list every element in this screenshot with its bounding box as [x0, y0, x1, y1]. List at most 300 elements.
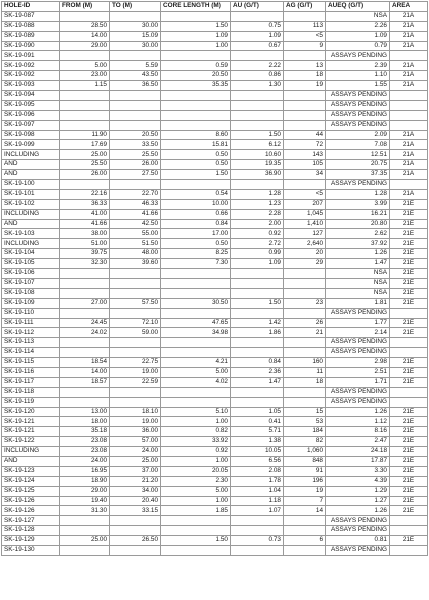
- cell-core-length: 0.50: [161, 150, 231, 160]
- cell-area: [390, 526, 428, 536]
- cell-from: [60, 120, 110, 130]
- cell-aueq: 7.08: [326, 140, 390, 150]
- cell-from: [60, 51, 110, 61]
- cell-to: 20.40: [110, 496, 161, 506]
- cell-from: 14.00: [60, 31, 110, 41]
- table-row: [2, 61, 428, 71]
- cell-ag: [284, 100, 326, 110]
- cell-aueq: 2.26: [326, 21, 390, 31]
- cell-ag: 848: [284, 456, 326, 466]
- cell-area: 21E: [390, 427, 428, 437]
- cell-au: [231, 516, 284, 526]
- cell-ag: 7: [284, 496, 326, 506]
- cell-to: 22.59: [110, 377, 161, 387]
- cell-aueq: 1.77: [326, 318, 390, 328]
- cell-from: 18.54: [60, 358, 110, 368]
- cell-au: 1.28: [231, 189, 284, 199]
- cell-area: 21A: [390, 21, 428, 31]
- cell-ag: [284, 545, 326, 555]
- cell-area: 21E: [390, 447, 428, 457]
- cell-hole-id: SK-19-110: [2, 308, 60, 318]
- cell-from: [60, 348, 110, 358]
- cell-core-length: 0.50: [161, 160, 231, 170]
- cell-aueq: ASSAYS PENDING: [326, 91, 390, 101]
- cell-from: 13.00: [60, 407, 110, 417]
- header-to: TO (M): [110, 2, 161, 12]
- cell-from: [60, 100, 110, 110]
- cell-aueq: ASSAYS PENDING: [326, 100, 390, 110]
- cell-aueq: ASSAYS PENDING: [326, 526, 390, 536]
- cell-to: 41.66: [110, 209, 161, 219]
- cell-ag: <5: [284, 31, 326, 41]
- cell-hole-id: SK-19-121: [2, 417, 60, 427]
- cell-core-length: 8.60: [161, 130, 231, 140]
- cell-area: [390, 397, 428, 407]
- cell-core-length: 0.82: [161, 427, 231, 437]
- cell-au: 2.00: [231, 219, 284, 229]
- cell-hole-id: SK-19-100: [2, 180, 60, 190]
- cell-from: 38.00: [60, 229, 110, 239]
- table-row: [2, 229, 428, 239]
- cell-to: [110, 526, 161, 536]
- cell-ag: 2,640: [284, 239, 326, 249]
- cell-to: 5.59: [110, 61, 161, 71]
- cell-hole-id: SK-19-095: [2, 100, 60, 110]
- table-row: [2, 199, 428, 209]
- cell-au: 0.99: [231, 249, 284, 259]
- cell-hole-id: SK-19-126: [2, 496, 60, 506]
- cell-to: 42.50: [110, 219, 161, 229]
- cell-hole-id: SK-19-115: [2, 358, 60, 368]
- cell-from: 27.00: [60, 298, 110, 308]
- cell-from: 51.00: [60, 239, 110, 249]
- cell-to: 22.70: [110, 189, 161, 199]
- cell-hole-id: SK-19-124: [2, 476, 60, 486]
- cell-hole-id: SK-19-114: [2, 348, 60, 358]
- cell-core-length: 1.50: [161, 21, 231, 31]
- cell-area: [390, 348, 428, 358]
- cell-area: 21E: [390, 229, 428, 239]
- cell-from: [60, 288, 110, 298]
- header-aueq: AUEQ (G/T): [326, 2, 390, 12]
- cell-au: 1.50: [231, 298, 284, 308]
- cell-from: 18.00: [60, 417, 110, 427]
- cell-core-length: [161, 516, 231, 526]
- cell-aueq: 2.47: [326, 437, 390, 447]
- table-row: [2, 456, 428, 466]
- cell-core-length: 35.35: [161, 81, 231, 91]
- cell-au: [231, 269, 284, 279]
- cell-ag: [284, 397, 326, 407]
- cell-from: 29.00: [60, 41, 110, 51]
- cell-hole-id: SK-19-103: [2, 229, 60, 239]
- cell-aueq: 2.51: [326, 367, 390, 377]
- cell-from: 29.00: [60, 486, 110, 496]
- cell-au: 0.75: [231, 21, 284, 31]
- cell-to: 36.00: [110, 427, 161, 437]
- cell-to: [110, 120, 161, 130]
- cell-aueq: ASSAYS PENDING: [326, 516, 390, 526]
- cell-to: [110, 278, 161, 288]
- table-row: [2, 377, 428, 387]
- cell-to: 33.15: [110, 506, 161, 516]
- cell-hole-id: SK-19-118: [2, 387, 60, 397]
- table-row: [2, 269, 428, 279]
- cell-ag: 105: [284, 160, 326, 170]
- cell-ag: [284, 516, 326, 526]
- cell-ag: 207: [284, 199, 326, 209]
- cell-core-length: [161, 288, 231, 298]
- cell-au: 1.23: [231, 199, 284, 209]
- cell-area: 21E: [390, 318, 428, 328]
- cell-aueq: 8.16: [326, 427, 390, 437]
- cell-core-length: [161, 338, 231, 348]
- cell-aueq: 2.39: [326, 61, 390, 71]
- table-row: [2, 41, 428, 51]
- cell-core-length: 17.00: [161, 229, 231, 239]
- cell-to: [110, 516, 161, 526]
- cell-from: [60, 545, 110, 555]
- cell-au: 1.38: [231, 437, 284, 447]
- cell-au: [231, 180, 284, 190]
- cell-ag: [284, 308, 326, 318]
- cell-core-length: 0.66: [161, 209, 231, 219]
- cell-to: [110, 269, 161, 279]
- cell-au: 6.12: [231, 140, 284, 150]
- cell-area: [390, 100, 428, 110]
- cell-from: [60, 180, 110, 190]
- cell-to: 43.50: [110, 71, 161, 81]
- cell-aueq: NSA: [326, 288, 390, 298]
- cell-area: 21E: [390, 239, 428, 249]
- cell-aueq: 1.28: [326, 189, 390, 199]
- cell-au: 0.41: [231, 417, 284, 427]
- cell-from: 18.57: [60, 377, 110, 387]
- cell-ag: [284, 51, 326, 61]
- cell-ag: [284, 110, 326, 120]
- cell-au: 1.18: [231, 496, 284, 506]
- header-core-length: CORE LENGTH (M): [161, 2, 231, 12]
- cell-ag: 18: [284, 71, 326, 81]
- cell-aueq: 1.71: [326, 377, 390, 387]
- table-row: [2, 180, 428, 190]
- cell-from: 11.90: [60, 130, 110, 140]
- table-row: [2, 397, 428, 407]
- cell-ag: 53: [284, 417, 326, 427]
- cell-from: 41.00: [60, 209, 110, 219]
- cell-hole-id: INCLUDING: [2, 209, 60, 219]
- cell-area: 21E: [390, 358, 428, 368]
- cell-from: [60, 526, 110, 536]
- cell-hole-id: INCLUDING: [2, 239, 60, 249]
- cell-from: 22.16: [60, 189, 110, 199]
- table-row: [2, 358, 428, 368]
- cell-hole-id: SK-19-098: [2, 130, 60, 140]
- table-row: [2, 239, 428, 249]
- cell-core-length: [161, 110, 231, 120]
- cell-aueq: 1.29: [326, 486, 390, 496]
- table-row: [2, 437, 428, 447]
- cell-hole-id: SK-19-108: [2, 288, 60, 298]
- cell-au: [231, 387, 284, 397]
- cell-from: 24.02: [60, 328, 110, 338]
- cell-area: 21E: [390, 456, 428, 466]
- cell-ag: 6: [284, 536, 326, 546]
- cell-from: [60, 308, 110, 318]
- cell-core-length: 4.02: [161, 377, 231, 387]
- cell-from: [60, 11, 110, 21]
- table-row: [2, 348, 428, 358]
- cell-core-length: 47.65: [161, 318, 231, 328]
- cell-core-length: [161, 387, 231, 397]
- cell-from: 17.69: [60, 140, 110, 150]
- cell-ag: 143: [284, 150, 326, 160]
- cell-au: 1.86: [231, 328, 284, 338]
- cell-au: 2.08: [231, 466, 284, 476]
- table-row: [2, 476, 428, 486]
- cell-from: 23.08: [60, 447, 110, 457]
- table-row: [2, 298, 428, 308]
- cell-to: 26.50: [110, 536, 161, 546]
- cell-core-length: [161, 269, 231, 279]
- cell-to: [110, 348, 161, 358]
- cell-aueq: 2.09: [326, 130, 390, 140]
- cell-aueq: 2.98: [326, 358, 390, 368]
- cell-core-length: 30.50: [161, 298, 231, 308]
- cell-from: [60, 278, 110, 288]
- cell-core-length: 20.05: [161, 466, 231, 476]
- cell-area: 21E: [390, 407, 428, 417]
- cell-hole-id: SK-19-112: [2, 328, 60, 338]
- cell-au: [231, 526, 284, 536]
- cell-from: [60, 516, 110, 526]
- cell-core-length: 1.85: [161, 506, 231, 516]
- cell-au: 1.47: [231, 377, 284, 387]
- table-row: [2, 81, 428, 91]
- cell-core-length: [161, 545, 231, 555]
- cell-ag: 11: [284, 367, 326, 377]
- cell-aueq: 1.09: [326, 31, 390, 41]
- cell-to: 72.10: [110, 318, 161, 328]
- cell-from: 5.00: [60, 61, 110, 71]
- cell-au: [231, 11, 284, 21]
- cell-au: [231, 308, 284, 318]
- cell-aueq: ASSAYS PENDING: [326, 308, 390, 318]
- cell-ag: 196: [284, 476, 326, 486]
- cell-from: 14.00: [60, 367, 110, 377]
- header-ag: AG (G/T): [284, 2, 326, 12]
- cell-aueq: 1.47: [326, 259, 390, 269]
- cell-from: 35.18: [60, 427, 110, 437]
- cell-area: [390, 120, 428, 130]
- cell-from: [60, 110, 110, 120]
- cell-hole-id: SK-19-128: [2, 526, 60, 536]
- table-row: [2, 536, 428, 546]
- cell-au: [231, 397, 284, 407]
- cell-area: 21E: [390, 486, 428, 496]
- cell-area: [390, 387, 428, 397]
- cell-core-length: [161, 51, 231, 61]
- cell-aueq: ASSAYS PENDING: [326, 51, 390, 61]
- cell-aueq: 1.55: [326, 81, 390, 91]
- cell-from: 39.75: [60, 249, 110, 259]
- cell-au: 1.09: [231, 259, 284, 269]
- cell-to: 39.60: [110, 259, 161, 269]
- cell-hole-id: SK-19-096: [2, 110, 60, 120]
- cell-aueq: ASSAYS PENDING: [326, 120, 390, 130]
- cell-aueq: 0.81: [326, 536, 390, 546]
- cell-au: [231, 278, 284, 288]
- cell-from: [60, 91, 110, 101]
- cell-from: 24.00: [60, 456, 110, 466]
- cell-to: 46.33: [110, 199, 161, 209]
- cell-ag: 14: [284, 506, 326, 516]
- cell-core-length: 1.00: [161, 496, 231, 506]
- cell-from: 18.90: [60, 476, 110, 486]
- header-row: [2, 2, 428, 12]
- cell-core-length: 1.09: [161, 31, 231, 41]
- cell-hole-id: SK-19-122: [2, 437, 60, 447]
- cell-core-length: [161, 308, 231, 318]
- header-area: AREA: [390, 2, 428, 12]
- cell-core-length: 34.98: [161, 328, 231, 338]
- cell-area: 21E: [390, 328, 428, 338]
- table-row: [2, 110, 428, 120]
- cell-hole-id: SK-19-094: [2, 91, 60, 101]
- cell-from: 19.40: [60, 496, 110, 506]
- table-row: [2, 308, 428, 318]
- cell-ag: 34: [284, 170, 326, 180]
- cell-aueq: 1.26: [326, 249, 390, 259]
- cell-ag: 184: [284, 427, 326, 437]
- cell-aueq: 16.21: [326, 209, 390, 219]
- cell-au: 5.71: [231, 427, 284, 437]
- cell-hole-id: SK-19-105: [2, 259, 60, 269]
- cell-to: 33.50: [110, 140, 161, 150]
- cell-to: 21.20: [110, 476, 161, 486]
- cell-area: 21A: [390, 61, 428, 71]
- cell-area: 21E: [390, 417, 428, 427]
- cell-area: 21E: [390, 466, 428, 476]
- cell-ag: 91: [284, 466, 326, 476]
- cell-area: 21A: [390, 71, 428, 81]
- cell-ag: 1,410: [284, 219, 326, 229]
- cell-aueq: 37.92: [326, 239, 390, 249]
- cell-area: 21A: [390, 170, 428, 180]
- cell-hole-id: AND: [2, 219, 60, 229]
- cell-au: 6.56: [231, 456, 284, 466]
- cell-to: [110, 11, 161, 21]
- table-row: [2, 160, 428, 170]
- cell-hole-id: SK-19-120: [2, 407, 60, 417]
- cell-area: 21E: [390, 249, 428, 259]
- cell-to: 25.50: [110, 150, 161, 160]
- cell-hole-id: SK-19-092: [2, 71, 60, 81]
- cell-from: [60, 397, 110, 407]
- cell-aueq: ASSAYS PENDING: [326, 110, 390, 120]
- cell-au: [231, 338, 284, 348]
- cell-area: 21E: [390, 288, 428, 298]
- cell-ag: [284, 180, 326, 190]
- cell-aueq: ASSAYS PENDING: [326, 387, 390, 397]
- cell-to: 15.09: [110, 31, 161, 41]
- cell-core-length: 15.81: [161, 140, 231, 150]
- cell-to: [110, 308, 161, 318]
- cell-core-length: [161, 397, 231, 407]
- cell-au: [231, 348, 284, 358]
- cell-ag: [284, 338, 326, 348]
- cell-area: [390, 338, 428, 348]
- cell-au: 0.92: [231, 229, 284, 239]
- cell-area: 21A: [390, 11, 428, 21]
- cell-to: 51.50: [110, 239, 161, 249]
- cell-aueq: 4.39: [326, 476, 390, 486]
- cell-ag: [284, 269, 326, 279]
- cell-core-length: 5.00: [161, 486, 231, 496]
- cell-ag: [284, 387, 326, 397]
- cell-area: 21E: [390, 219, 428, 229]
- cell-area: 21E: [390, 367, 428, 377]
- cell-to: 55.00: [110, 229, 161, 239]
- header-from: FROM (M): [60, 2, 110, 12]
- cell-core-length: 1.00: [161, 417, 231, 427]
- cell-hole-id: SK-19-117: [2, 377, 60, 387]
- cell-core-length: 1.00: [161, 41, 231, 51]
- cell-core-length: 10.00: [161, 199, 231, 209]
- cell-hole-id: SK-19-093: [2, 81, 60, 91]
- cell-hole-id: SK-19-090: [2, 41, 60, 51]
- cell-au: [231, 288, 284, 298]
- cell-hole-id: AND: [2, 456, 60, 466]
- cell-hole-id: SK-19-104: [2, 249, 60, 259]
- cell-to: 19.00: [110, 367, 161, 377]
- cell-area: 21E: [390, 437, 428, 447]
- cell-area: 21A: [390, 130, 428, 140]
- cell-ag: 19: [284, 486, 326, 496]
- cell-from: [60, 338, 110, 348]
- cell-ag: [284, 11, 326, 21]
- cell-to: 36.50: [110, 81, 161, 91]
- cell-area: [390, 51, 428, 61]
- cell-au: 2.36: [231, 367, 284, 377]
- table-row: [2, 278, 428, 288]
- cell-aueq: ASSAYS PENDING: [326, 180, 390, 190]
- table-row: [2, 140, 428, 150]
- cell-ag: 13: [284, 61, 326, 71]
- cell-to: 19.00: [110, 417, 161, 427]
- table-row: [2, 545, 428, 555]
- cell-aueq: 17.87: [326, 456, 390, 466]
- cell-ag: [284, 278, 326, 288]
- cell-hole-id: SK-19-129: [2, 536, 60, 546]
- cell-hole-id: SK-19-107: [2, 278, 60, 288]
- cell-to: [110, 288, 161, 298]
- cell-to: 18.10: [110, 407, 161, 417]
- cell-aueq: 1.10: [326, 71, 390, 81]
- table-row: [2, 100, 428, 110]
- cell-core-length: 1.50: [161, 536, 231, 546]
- table-row: [2, 170, 428, 180]
- cell-aueq: NSA: [326, 269, 390, 279]
- cell-from: 31.30: [60, 506, 110, 516]
- cell-au: 0.86: [231, 71, 284, 81]
- cell-ag: [284, 348, 326, 358]
- cell-hole-id: SK-19-091: [2, 51, 60, 61]
- cell-aueq: 1.27: [326, 496, 390, 506]
- cell-au: 1.42: [231, 318, 284, 328]
- cell-area: [390, 91, 428, 101]
- cell-au: 2.22: [231, 61, 284, 71]
